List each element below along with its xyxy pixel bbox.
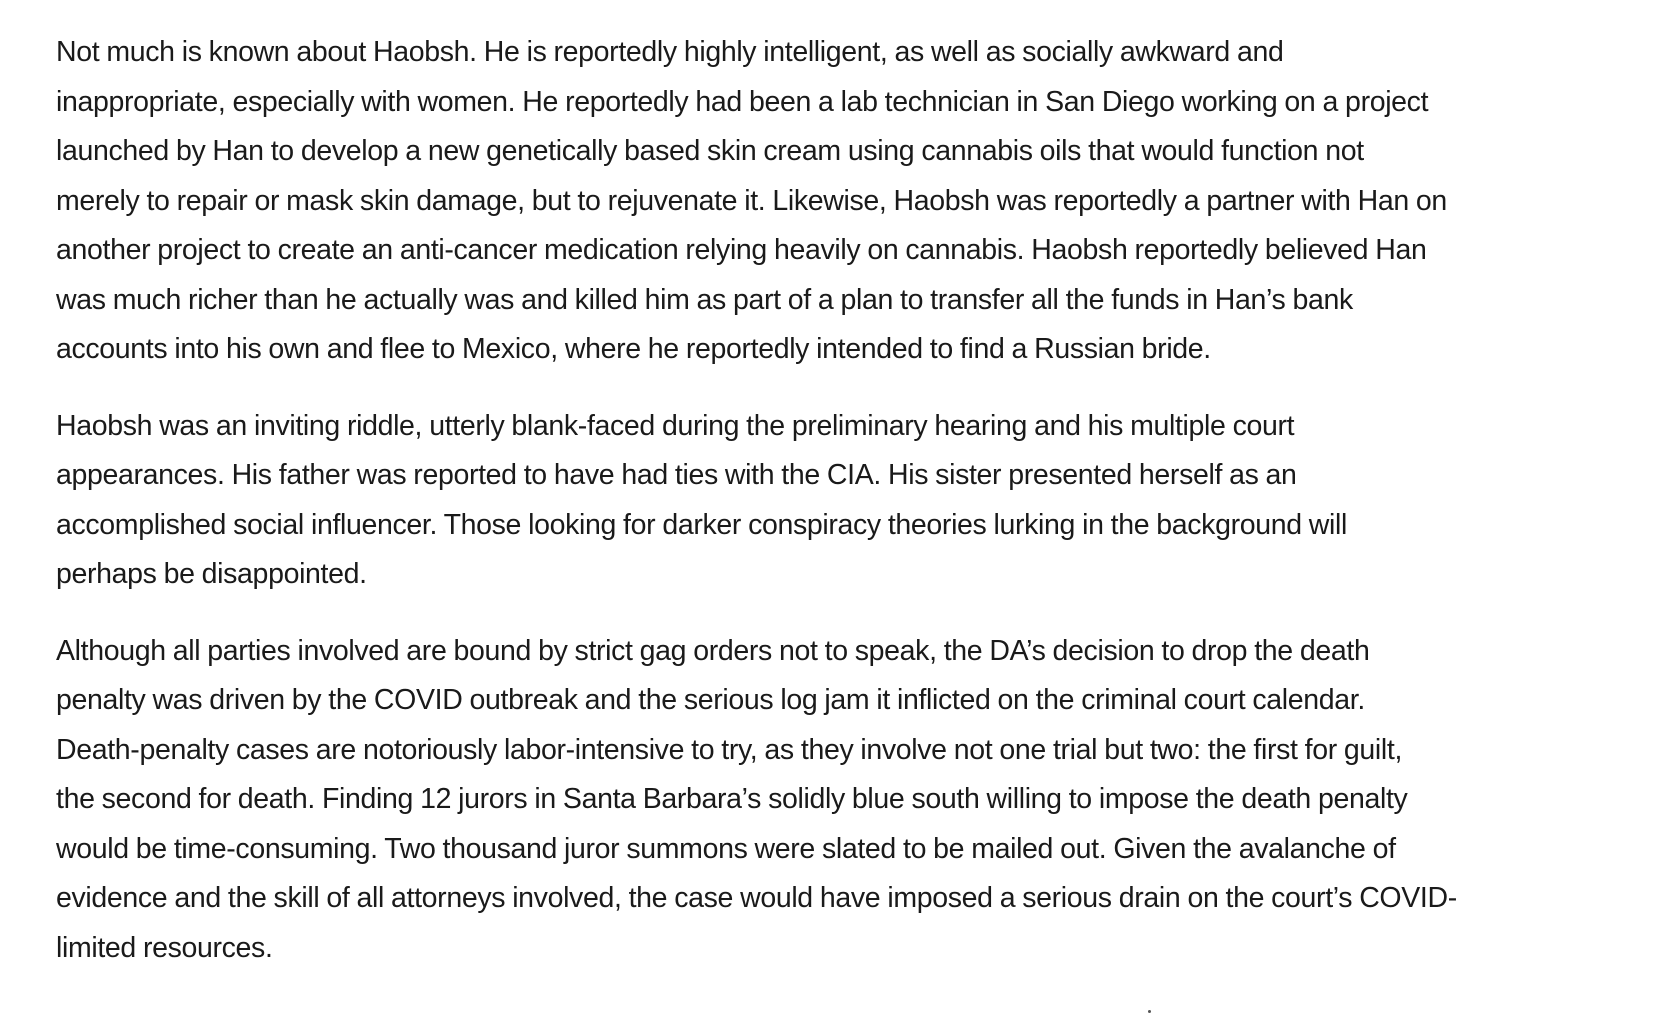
paragraph-haobsh-background — [56, 28, 1616, 375]
text-line: launched by Han to develop a new genetically based skin cream using cannabis oils that would function not — [56, 135, 1364, 167]
text-line: perhaps be disappointed. — [56, 558, 367, 590]
text-line: would be time-consuming. Two thousand juror summons were slated to be mailed out. Given the avalanche of — [56, 832, 1396, 865]
text-line: penalty was driven by the COVID outbreak and the serious log jam it inflicted on the criminal court calendar. — [56, 684, 1365, 716]
paragraph-haobsh-riddle — [56, 402, 1616, 600]
paragraph-death-penalty-decision — [56, 627, 1616, 974]
text-line: limited resources. — [56, 931, 273, 964]
text-line: appearances. His father was reported to have had ties with the CIA. His sister presented herself as an — [56, 459, 1297, 491]
text-line: was much richer than he actually was and killed him as part of a plan to transfer all the funds in Han’s bank — [56, 283, 1353, 316]
text-line: Haobsh was an inviting riddle, utterly blank-faced during the preliminary hearing and his multiple court — [56, 409, 1295, 442]
article-body — [56, 28, 1616, 973]
text-line: another project to create an anti-cancer medication relying heavily on cannabis. Haobsh reportedly believed Han — [56, 234, 1427, 266]
text-line: accomplished social influencer. Those looking for darker conspiracy theories lurking in the background will — [56, 508, 1347, 541]
text-line: accounts into his own and flee to Mexico, where he reportedly intended to find a Russian bride. — [56, 333, 1211, 365]
text-line: the second for death. Finding 12 jurors in Santa Barbara’s solidly blue south willing to impose the death penalty — [56, 783, 1408, 815]
text-line: merely to repair or mask skin damage, but to rejuvenate it. Likewise, Haobsh was reportedly a partner with Han on — [56, 184, 1447, 217]
text-line: evidence and the skill of all attorneys involved, the case would have imposed a serious drain on the court’s COVID- — [56, 882, 1457, 914]
text-line: Death-penalty cases are notoriously labor-intensive to try, as they involve not one trial but two: the first for guilt, — [56, 733, 1403, 766]
text-line: inappropriate, especially with women. He reportedly had been a lab technician in San Diego working on a project — [56, 85, 1429, 118]
scan-speck — [1148, 1010, 1151, 1013]
text-line: Not much is known about Haobsh. He is reportedly highly intelligent, as well as socially awkward and — [56, 36, 1284, 68]
text-line: Although all parties involved are bound by strict gag orders not to speak, the DA’s decision to drop the death — [56, 634, 1370, 667]
